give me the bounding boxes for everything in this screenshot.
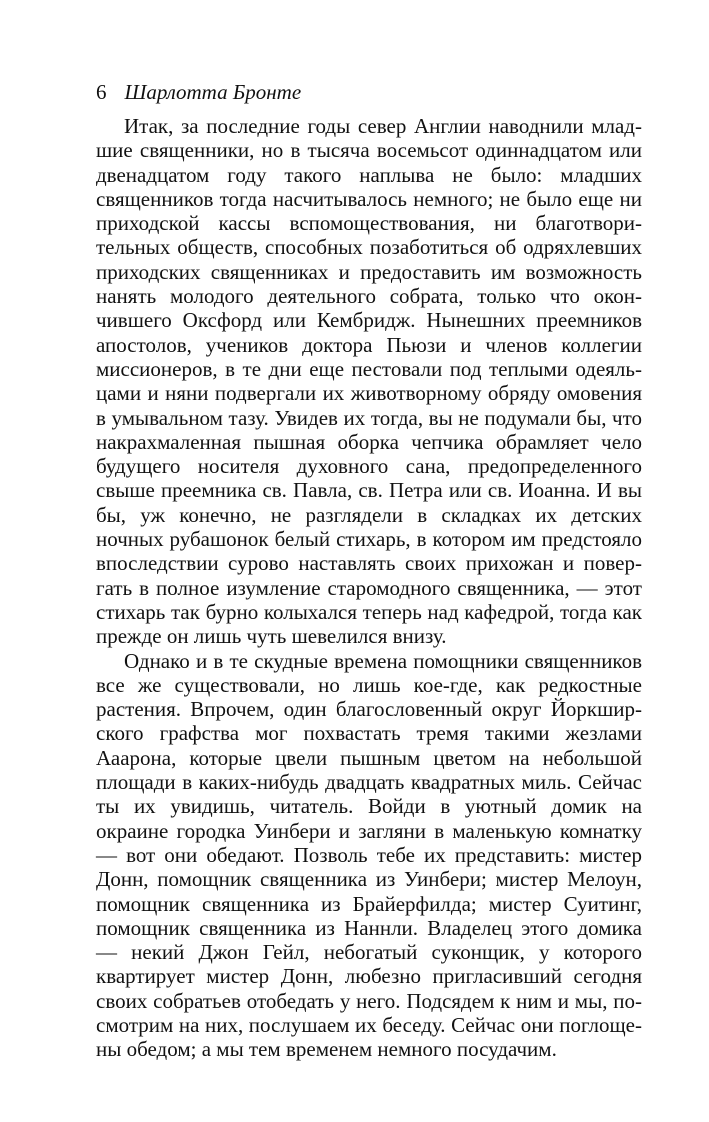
running-title: Шарлотта Бронте: [124, 80, 302, 104]
book-page: [96, 80, 642, 1062]
paragraph-2: Однако и в те скудные времена помощники священников все же существовали, но лишь кое-где, как редкостные растения. Впрочем, один благословенный округ Йоркширского графства мог похвастать тремя такими жезлами Ааарона, которые цвели пышным цветом на небольшой площади в каких-нибудь двадцать квадратных миль. Сейчас ты их увидишь, читатель. Войди в уютный домик на окраине городка Уинбери и загляни в маленькую комнатку — вот они обедают. Позволь тебе их представить: мистер Донн, помощник священника из Уинбери; мистер Мелоун, помощник священника из Брайерфилда; мистер Суитинг, помощник священника из Наннли. Владелец этого домика — некий Джон Гейл, небогатый суконщик, у которого квартирует мистер Донн, любезно пригласивший сегодня своих собратьев отобедать у него. Подсядем к ним и мы, посмотрим на них, послушаем их беседу. Сейчас они поглощены обедом; а мы тем временем немного посудачим.: [96, 648, 642, 1062]
running-head: [96, 80, 642, 110]
page-number: 6: [96, 80, 107, 104]
paragraph-1: Итак, за последние годы север Англии наводнили младшие священники, но в тысяча восемьсот одиннадцатом или двенадцатом году такого наплыва не было: младших священников тогда насчитывалось немного; не было еще ни приходской кассы вспомоществования, ни благотворительных обществ, способных позаботиться об одряхлевших приходских священниках и предоставить им возможность нанять молодого деятельного собрата, только что окончившего Оксфорд или Кембридж. Нынешних преемников апостолов, учеников доктора Пьюзи и членов коллегии миссионеров, в те дни еще пестовали под теплыми одеяльцами и няни подвергали их животворному обряду омовения в умывальном тазу. Увидев их тогда, вы не подумали бы, что накрахмаленная пышная оборка чепчика обрамляет чело будущего носителя духовного сана, предопределенного свыше преемника св. Павла, св. Петра или св. Иоанна. И вы бы, уж конечно, не разглядели в складках их детских ночных рубашонок белый стихарь, в котором им предстояло впоследствии сурово наставлять своих прихожан и повергать в полное изумление старомодного священника, — этот стихарь так бурно колыхался теперь над кафедрой, тогда как прежде он лишь чуть шевелился внизу.: [96, 114, 642, 649]
